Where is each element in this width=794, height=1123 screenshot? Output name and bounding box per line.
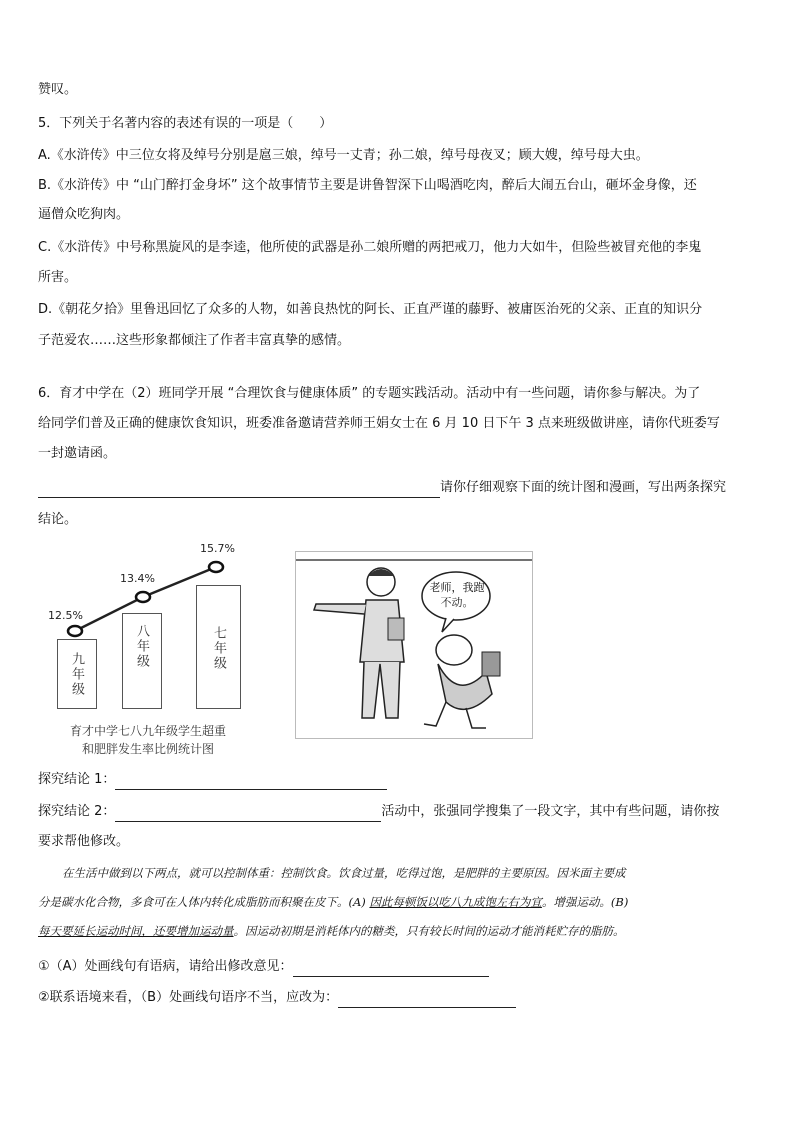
passage-line3: 每天要延长运动时间，还要增加运动量。因运动初期是消耗体内的糖类，只有较长时间的运动才能消耗贮存的脂肪。 <box>38 924 625 938</box>
option-d: D.《朝花夕拾》里鲁迅回忆了众多的人物，如善良热忱的阿长、正直严谨的藤野、被庸医治死的父亲、正直的知识分 <box>38 302 703 317</box>
conclusion-2: 探究结论 2： 活动中，张强同学搜集了一段文字，其中有些问题，请你按 <box>38 802 719 822</box>
question-5: 5．下列关于名著内容的表述有误的一项是（ ） <box>38 116 333 131</box>
question-6-line3: 一封邀请函。 <box>38 446 117 461</box>
conclusion-1: 探究结论 1： <box>38 770 387 790</box>
comic-drawing <box>296 552 532 738</box>
option-d-cont: 子范爱农……这些形象都倾注了作者丰富真挚的感情。 <box>38 333 351 348</box>
question-6-line5: 结论。 <box>38 512 78 527</box>
option-b: B.《水浒传》中 “山门醉打金身坏” 这个故事情节主要是讲鲁智深下山喝酒吃肉，醉后大闹五台山，砸坏金身像，还 <box>38 178 697 193</box>
answer-blank[interactable] <box>38 483 440 498</box>
comic-illustration <box>295 551 533 739</box>
option-b-cont: 逼僧众吃狗肉。 <box>38 207 130 222</box>
passage-line1: 在生活中做到以下两点，就可以控制体重：控制饮食。饮食过量，吃得过饱，是肥胖的主要原因。因米面主要成 <box>62 866 626 880</box>
sub-question-2: ②联系语境来看，（B）处画线句语序不当，应改为： <box>38 988 516 1008</box>
point-grade8 <box>136 592 150 602</box>
value-label-grade7: 15.7% <box>200 542 235 555</box>
question-6: 6．育才中学在（2）班同学开展 “合理饮食与健康体质” 的专题实践活动。活动中有一些问题，请你参与解决。为了 <box>38 386 701 401</box>
passage <box>38 859 758 946</box>
value-label-grade9: 12.5% <box>48 609 83 622</box>
chart-caption-line2: 和肥胖发生率比例统计图 <box>81 742 214 756</box>
value-label-grade8: 13.4% <box>120 572 155 585</box>
point-grade7 <box>209 562 223 572</box>
bar-label-grade7: 七年级 <box>211 626 226 671</box>
bar-label-grade8: 八年级 <box>134 624 149 669</box>
passage-line2: 分是碳水化合物，多食可在人体内转化成脂肪而积聚在皮下。(A) 因此每顿饭以吃八九成饱左右为宜。增强运动。(B) <box>38 895 629 909</box>
underlined-sentence-a: 因此每顿饭以吃八九成饱左右为宜 <box>369 895 542 909</box>
bar-label-grade9: 九年级 <box>69 652 84 697</box>
conclusion-1-blank[interactable] <box>115 775 387 790</box>
question-6-line4: 请你仔细观察下面的统计图和漫画，写出两条探究 <box>38 478 726 498</box>
conclusion-2-blank[interactable] <box>115 807 381 822</box>
text-line: 赞叹。 <box>38 82 78 97</box>
option-c: C.《水浒传》中号称黑旋风的是李逵，他所使的武器是孙二娘所赠的两把戒刀，他力大如牛，但险些被冒充他的李鬼 <box>38 240 702 255</box>
sub-question-2-blank[interactable] <box>338 993 516 1008</box>
sub-question-1: ①（A）处画线句有语病，请给出修改意见： <box>38 957 489 977</box>
option-c-cont: 所害。 <box>38 270 78 285</box>
speech-text: 老师，我跑不动。 <box>429 581 485 609</box>
point-grade9 <box>68 626 82 636</box>
conclusion-2-cont: 要求帮他修改。 <box>38 834 130 849</box>
chart-caption-line1: 育才中学七八九年级学生超重 <box>69 724 226 738</box>
sub-question-1-blank[interactable] <box>293 962 489 977</box>
option-a: A.《水浒传》中三位女将及绰号分别是扈三娘，绰号一丈青；孙二娘，绰号母夜叉；顾大嫂，绰号母大虫。 <box>38 148 649 163</box>
question-6-line2: 给同学们普及正确的健康饮食知识，班委准备邀请营养师王娟女士在 6 月 10 日下午 3 点来班级做讲座，请你代班委写 <box>38 416 720 431</box>
underlined-sentence-b: 每天要延长运动时间，还要增加运动量 <box>38 924 234 938</box>
